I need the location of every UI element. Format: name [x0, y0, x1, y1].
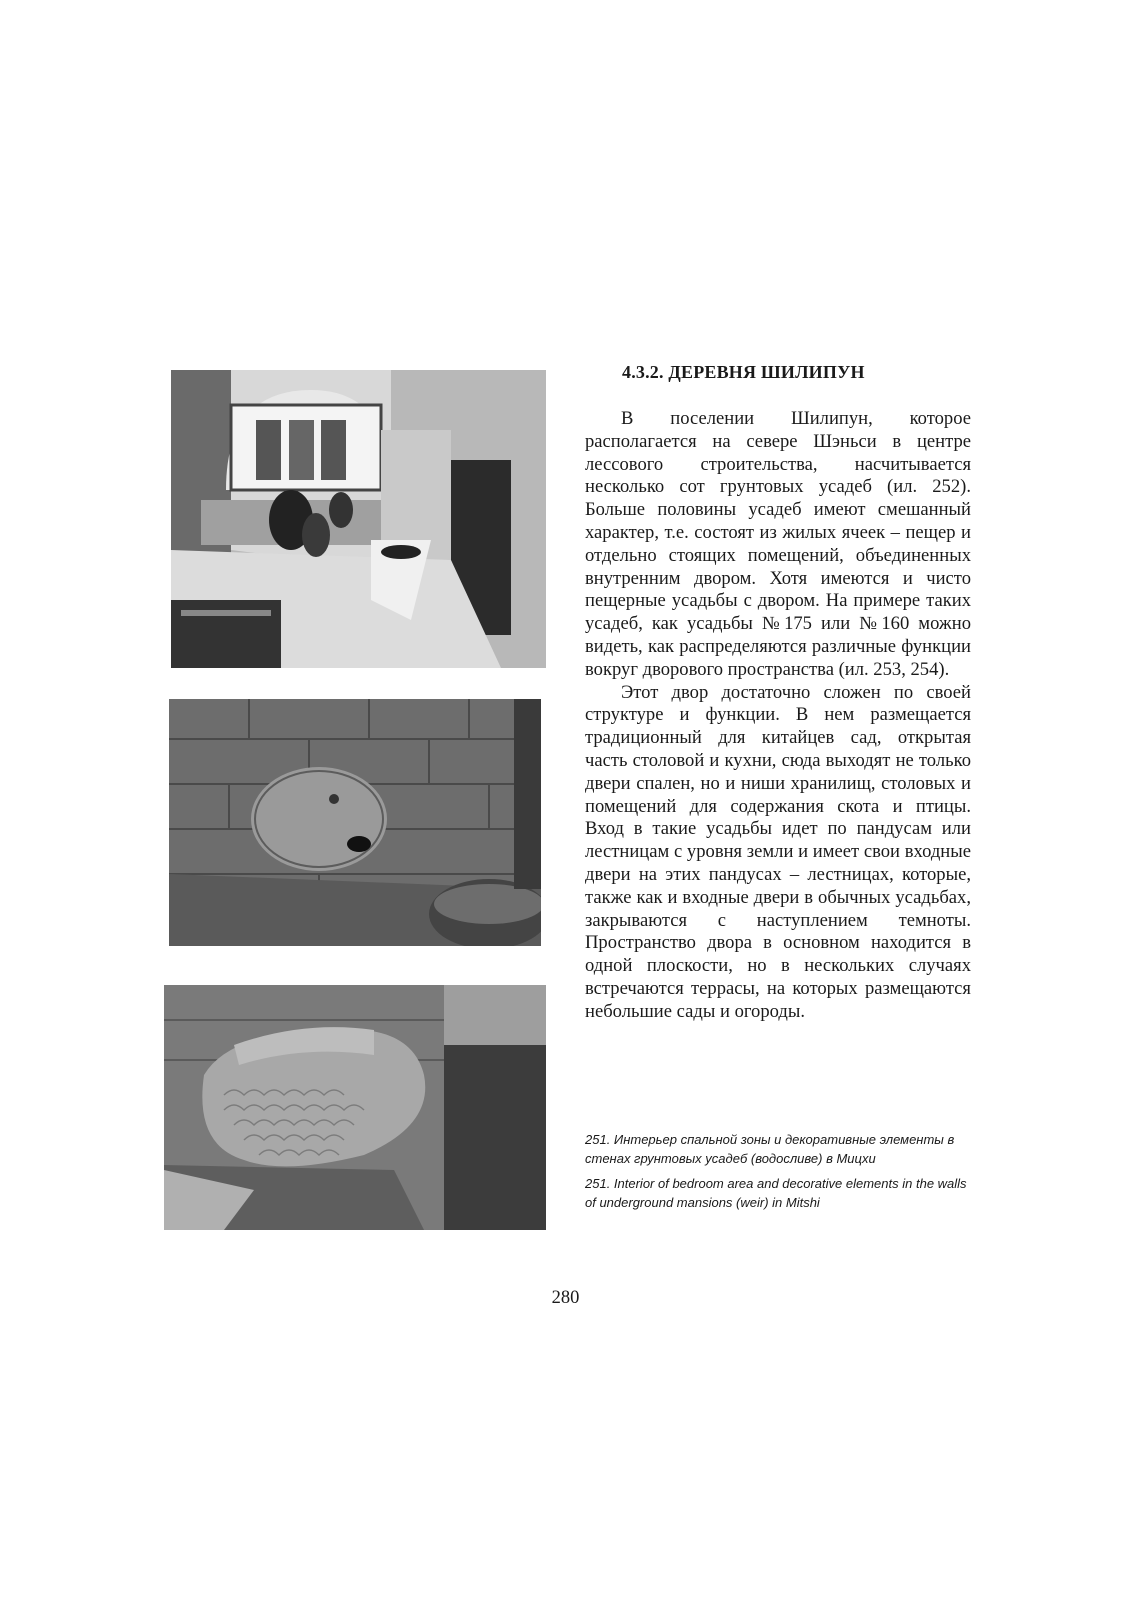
section-heading: 4.3.2. ДЕРЕВНЯ ШИЛИПУН — [622, 362, 865, 382]
caption-english: 251. Interior of bedroom area and decorative elements in the walls of underground mansions (weir) in Mitshi — [585, 1176, 967, 1210]
interior-photo — [171, 370, 546, 668]
caption-russian: 251. Интерьер спальной зоны и декоративные элементы в стенах грунтовых усадеб (водосливе) в Мицхи — [585, 1132, 955, 1166]
figure-captions — [585, 1130, 975, 1218]
fish-head-spout-photo — [169, 699, 541, 946]
paragraph: В поселении Шилипун, которое располагается на севере Шэньси в центре лессового строительства, насчитывается несколько сот грунтовых усадеб (ил. 252). Больше половины усадеб имеют смешанный характер, т.е. состоят из жилых ячеек – пещер и отдельно стоящих помещений, объединенных внутренним двором. Хотя имеются и чисто пещерные усадьбы с двором. На примере таких усадеб, как усадьбы №175 или №160 можно видеть, как распределяются различные функции вокруг дворового пространства (ил. 253, 254). — [585, 408, 971, 680]
body-text — [585, 408, 971, 1024]
page-number: 280 — [551, 1288, 580, 1308]
paragraph: Этот двор достаточно сложен по своей структуре и функции. В нем размещается традиционный для китайцев сад, открытая часть столовой и кухни, сюда выходят не только двери спален, но и ниши хранилищ, столовых и помещений для содержания скота и птицы. Вход в такие усадьбы идет по пандусам или лестницам с уровня земли и имеет свои входные двери на этих пандусах – лестницах, которые, также как и входные двери в обычных усадьбах, закрываются с наступлением темноты. Пространство двора в основном находится в одной плоскости, но в нескольких случаях встречаются террасы, на которых размещаются небольшие сады и огороды. — [585, 681, 971, 1022]
article-column — [585, 360, 971, 1024]
fish-body-spout-photo — [164, 985, 546, 1230]
